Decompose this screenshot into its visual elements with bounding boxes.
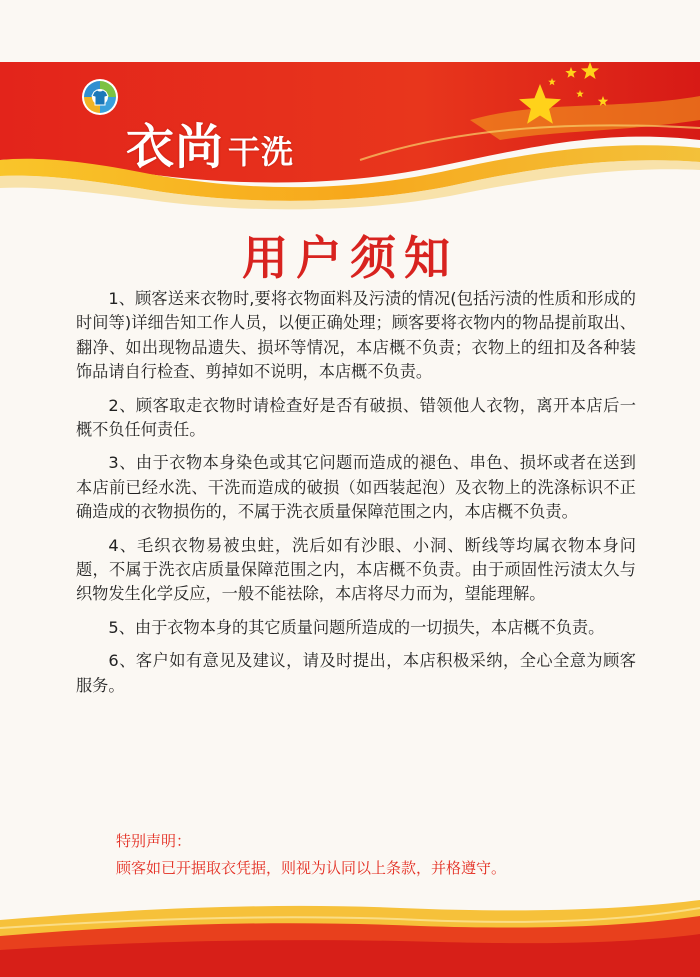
footer-banner bbox=[0, 880, 700, 977]
rules-list bbox=[76, 287, 636, 707]
rule-item: 2、顾客取走衣物时请检查好是否有破损、错领他人衣物，离开本店后一概不负任何责任。 bbox=[76, 395, 636, 440]
brand-logo bbox=[126, 108, 294, 177]
rule-item: 4、毛织衣物易被虫蛀，洗后如有沙眼、小洞、断线等均属衣物本身问题，不属于洗衣店质量保障范围之内，本店概不负责。由于顽固性污渍太久与织物发生化学反应，一般不能祛除，本店将尽力而为，望能理解。 bbox=[76, 535, 636, 604]
rule-item: 6、客户如有意见及建议，请及时提出，本店积极采纳，全心全意为顾客服务。 bbox=[76, 651, 636, 695]
rule-item: 3、由于衣物本身染色或其它问题而造成的褪色、串色、损坏或者在送到本店前已经水洗、干洗而造成的破损（如西装起泡）及衣物上的洗涤标识不正确造成的衣物损伤的，不属于洗衣质量保障范围之内，本店概不负责。 bbox=[76, 453, 636, 522]
brand-sub: 干洗 bbox=[228, 133, 295, 171]
brand-main: 衣尚 bbox=[126, 119, 225, 175]
notice-text: 顾客如已开据取衣凭据，则视为认同以上条款，并格遵守。 bbox=[116, 859, 507, 877]
page-title: 用户须知 bbox=[242, 231, 458, 285]
rule-item: 1、顾客送来衣物时,要将衣物面料及污渍的情况(包括污渍的性质和形成的时间等)详细告知工作人员，以便正确处理；顾客要将衣物内的物品提前取出、翻净、如出现物品遗失、损坏等情况，本店概不负责；衣物上的纽扣及各种装饰品请自行检查、剪掉如不说明，本店概不负责。 bbox=[76, 289, 636, 382]
rule-item: 5、由于衣物本身的其它质量问题所造成的一切损失，本店概不负责。 bbox=[108, 617, 605, 637]
notice-heading: 特别声明： bbox=[116, 832, 192, 850]
logo-icon bbox=[82, 79, 118, 115]
special-notice bbox=[116, 828, 616, 882]
